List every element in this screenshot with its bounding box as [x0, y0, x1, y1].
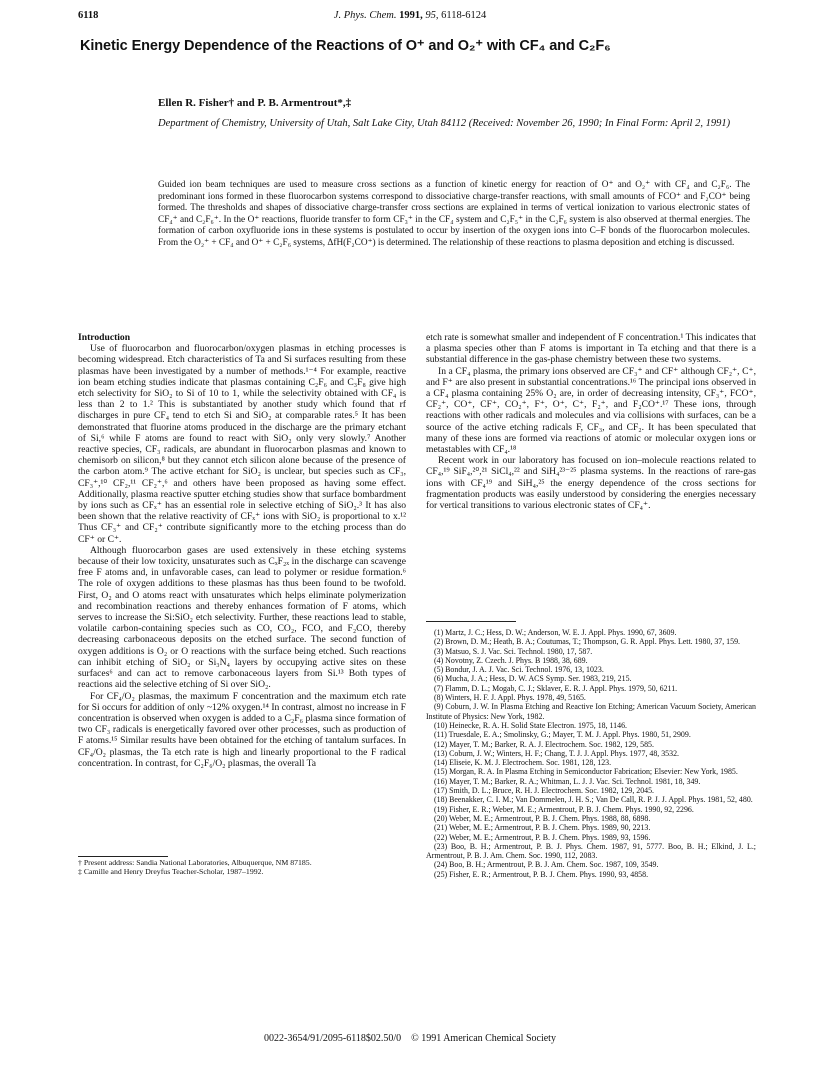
left-column	[78, 332, 406, 769]
article-authors: Ellen R. Fisher† and P. B. Armentrout*,‡	[158, 97, 352, 109]
reference-item: (21) Weber, M. E.; Armentrout, P. B. J. Chem. Phys. 1989, 90, 2213.	[434, 823, 651, 833]
article-affiliation: Department of Chemistry, University of Utah, Salt Lake City, Utah 84112 (Received: November 26, 1990; In Final Form: April 2, 1991)	[158, 118, 731, 129]
body-paragraph: Use of fluorocarbon and fluorocarbon/oxygen plasmas in etching processes is becoming widespread. Etch characteristics of Ta and Si surfaces resulting from these plasmas have been investigated by a number of methods.¹⁻⁴ For example, reactive ion beam etching studies indicate that plasmas containing C₂F₆ and C₃F₈ give high etch selectivity for SiO₂ to Si of 10 to 1, while the selectivity obtained with CF₄ is less than 2 to 1.² This is substantiated by another study which found that rf discharges in pure CF₄ tend to etch Si and SiO₂ at comparable rates.⁵ It has been demonstrated that fluorine atoms produced in the discharge are the primary etchant of Si,⁶ while F atoms are found to react with SiO₂ only very slowly.⁷ Another reactive species, CF₃ radicals, are abundant in fluorocarbon plasmas and known to chemisorb on silicon,⁸ but they cannot etch silicon alone because of the presence of the carbon atom.⁹ The active etchant for SiO₂ is unclear, but species such as CF₃, CF₃⁺,¹⁰ CF₂,¹¹ CF₂⁺,⁶ and others have been proposed as having some effect. Additionally, plasma reactive sputter etching studies show that surface bombardment by ions such as CFₓ⁺ has an essential role in selective etching of SiO₂.³ It has also been shown that the relative reactivity of CFₓ⁺ ions with SiO₂ is proportional to x.¹² Thus CF₃⁺ and CF₂⁺ contribute significantly more to the etching process than do CF⁺ or C⁺.	[78, 343, 406, 545]
body-paragraph: etch rate is somewhat smaller and independent of F concentration.¹ This indicates that a plasma species other than F atoms is important in Ta etching and that there is a substantial difference in the gas-phase chemistry between these two systems.	[426, 332, 756, 366]
page-footer	[78, 1033, 742, 1044]
reference-item: (5) Bondur, J. A. J. Vac. Sci. Technol. 1976, 13, 1023.	[434, 665, 604, 675]
abstract-text: Guided ion beam techniques are used to measure cross sections as a function of kinetic energy for reaction of O⁺ and O₂⁺ with CF₄ and C₂F₆. The predominant ions formed in these fluorocarbon systems correspond to dissociative charge-transfer reactions, with small amounts of FCO⁺ and F₂CO⁺ being formed. The thresholds and shapes of dissociative charge-transfer cross sections are explained in terms of vertical ionization to various electronic states of CF₄⁺ and C₂F₆⁺. In the O⁺ reactions, fluoride transfer to form CF₃⁺ in the CF₄ system and C₂F₅⁺ in the C₂F₆ system is also observed at thermal energies. The formation of carbon oxyfluoride ions in these systems is postulated to occur by insertion of the oxygen ions into C–F bonds of the fluorocarbon molecules. From the O₂⁺ + CF₄ and O⁺ + C₂F₆ systems, ΔfH(F₂CO⁺) is determined. The relationship of these reactions to plasma deposition and etching is discussed.	[158, 180, 750, 248]
reference-item: (25) Fisher, E. R.; Armentrout, P. B. J. Chem. Phys. 1990, 93, 4858.	[434, 869, 649, 879]
reference-item: (8) Winters, H. F. J. Appl. Phys. 1978, 49, 5165.	[434, 693, 586, 703]
reference-item: (16) Mayer, T. M.; Barker, R. A.; Whitman, L. J. J. Vac. Sci. Technol. 1981, 18, 349.	[434, 776, 701, 786]
body-paragraph: Although fluorocarbon gases are used extensively in these etching systems because of their low toxicity, unsaturates such as CₓF₂ₓ in the discharge can scavenge free F atoms and, in unfavorable cases, can lead to polymer or residue formation.⁶ The role of oxygen additions to these plasmas has thus been found to be twofold. First, O₂ and O atoms react with unsaturates which helps eliminate polymerization and recombination reactions and thereby enhances formation of F atoms, which serves to increase the Si:SiO₂ etch selectivity. Further, these reactions lead to stable, volatile carbon-containing species such as CO, CO₂, FCO, and F₂CO, thereby decreasing carbonaceous deposits on the etched surface. The second function of oxygen additions is O₂ or O reactions with the surface being etched. Such reactions can inhibit etching of SiO₂ or Si₃N₄ layers by occupying active sites on these surfaces⁶ and can act to remove carbonaceous layers from Si.¹³ Both types of reactions aid the selective etching of Si over SiO₂.	[78, 544, 406, 691]
running-head	[78, 10, 742, 24]
reference-item: (17) Smith, D. L.; Bruce, R. H. J. Electrochem. Soc. 1982, 129, 2045.	[434, 786, 655, 796]
reference-item: (13) Coburn, J. W.; Winters, H. F.; Chang, T. J. J. Appl. Phys. 1977, 48, 3532.	[434, 748, 679, 758]
right-column	[426, 332, 756, 511]
reference-item: (23) Boo, B. H.; Armentrout, P. B. J. Phys. Chem. 1987, 91, 5777. Boo, B. H.; Elkind, J. L.; Armentrout, P. B. J. Am. Chem. Soc. 1990, 112, 2083.	[426, 841, 756, 861]
reference-item: (22) Weber, M. E.; Armentrout, P. B. J. Chem. Phys. 1989, 93, 1596.	[434, 832, 651, 842]
page-number: 6118	[78, 10, 99, 21]
reference-item: (10) Heinecke, R. A. H. Solid State Electron. 1975, 18, 1146.	[434, 720, 627, 730]
journal-name: J. Phys. Chem.	[333, 10, 397, 21]
footnote: ‡ Camille and Henry Dreyfus Teacher-Scholar, 1987–1992.	[78, 867, 264, 877]
reference-item: (6) Mucha, J. A.; Hess, D. W. ACS Symp. Ser. 1983, 219, 215.	[434, 674, 632, 684]
reference-item: (14) Eliseie, K. M. J. Electrochem. Soc. 1981, 128, 123.	[434, 758, 612, 768]
copyright-notice: © 1991 American Chemical Society	[411, 1033, 556, 1044]
journal-volume: 95,	[425, 10, 439, 21]
reference-item: (15) Morgan, R. A. In Plasma Etching in Semiconductor Fabrication; Elsevier: New York, 1985.	[434, 767, 738, 777]
reference-item: (24) Boo, B. H.; Armentrout, P. B. J. Am. Chem. Soc. 1987, 109, 3549.	[434, 860, 659, 870]
reference-item: (3) Matsuo, S. J. Vac. Sci. Technol. 1980, 17, 587.	[434, 646, 593, 656]
reference-item: (11) Truesdale, E. A.; Smolinsky, G.; Mayer, T. M. J. Appl. Phys. 1980, 51, 2909.	[434, 730, 691, 740]
body-paragraph: Recent work in our laboratory has focused on ion–molecule reactions related to CF₄,¹⁹ SiF₄,²⁰,²¹ SiCl₄,²² and SiH₄²³⁻²⁵ plasma systems. In the reactions of rare-gas ions with CF₄¹⁹ and SiH₄,²⁵ the energy dependence of the cross sections for fragmentation products was easily understood by considering the energies necessary for vertical transitions to various electronic states of CF₄⁺.	[426, 455, 756, 512]
journal-pages: 6118-6124	[441, 10, 487, 21]
body-paragraph: For CF₄/O₂ plasmas, the maximum F concentration and the maximum etch rate for Si occurs for addition of only ~12% oxygen.¹⁴ In contrast, almost no increase in F concentration is observed when oxygen is added to a C₂F₆ plasma since formation of two CF₃ radicals is energetically favored over other processes, such as production of F atoms.¹⁵ Similar results have been obtained for the etching of tantalum surfaces. In CF₄/O₂ plasmas, the Ta etch rate is high and linearly proportional to the F radical concentration. In contrast, for C₂F₆/O₂ plasmas, the overall Ta	[78, 690, 406, 769]
body-paragraph: In a CF₄ plasma, the primary ions observed are CF₃⁺ and CF⁺ although CF₂⁺, C⁺, and F⁺ are also present in substantial concentrations.¹⁶ The principal ions observed in a CF₄ plasma containing 25% O₂ are, in order of decreasing intensity, CF₃⁺, FCO⁺, CF₂⁺, CO⁺, CF⁺, CO₂⁺, F⁺, O⁺, C⁺, F₂⁺, and F₂CO⁺.¹⁷ These ions, through reactions with other radicals and molecules and via collisions with surfaces, can be a source of the active etching radicals F, CF₃, and CF₂. It has been speculated that many of these ions are formed via reactions of atomic or molecular oxygen ions or metastables with CF₄.¹⁸	[426, 365, 756, 456]
reference-item: (1) Martz, J. C.; Hess, D. W.; Anderson, W. E. J. Appl. Phys. 1990, 67, 3609.	[434, 628, 677, 637]
footnote-rule	[78, 856, 168, 857]
article-title: Kinetic Energy Dependence of the Reactions of O⁺ and O₂⁺ with CF₄ and C₂F₆	[80, 38, 611, 54]
reference-item: (9) Coburn, J. W. In Plasma Etching and Reactive Ion Etching; American Vacuum Society, American Institute of Physics: New York, 1982.	[426, 702, 756, 721]
journal-citation	[78, 10, 742, 21]
article-code: 0022-3654/91/2095-6118$02.50/0	[264, 1033, 402, 1044]
reference-item: (12) Mayer, T. M.; Barker, R. A. J. Electrochem. Soc. 1982, 129, 585.	[434, 739, 654, 749]
footnote: † Present address: Sandia National Laboratories, Albuquerque, NM 87185.	[78, 858, 312, 867]
reference-item: (4) Novotny, Z. Czech. J. Phys. B 1988, 38, 689.	[434, 655, 588, 665]
abstract	[158, 180, 750, 250]
reference-item: (7) Flamm, D. L.; Mogab, C. J.; Sklaver, E. R. J. Appl. Phys. 1979, 50, 6211.	[434, 683, 678, 693]
reference-item: (19) Fisher, E. R.; Weber, M. E.; Armentrout, P. B. J. Chem. Phys. 1990, 92, 2296.	[434, 804, 694, 814]
reference-item: (20) Weber, M. E.; Armentrout, P. B. J. Chem. Phys. 1988, 88, 6898.	[434, 813, 651, 823]
reference-item: (18) Beenakker, C. I. M.; Van Dommelen, J. H. S.; Van De Call, R. P. J. J. Appl. Phys. 1981, 52, 480.	[434, 795, 753, 805]
references-rule	[426, 621, 516, 622]
reference-list	[426, 628, 756, 879]
journal-year: 1991,	[399, 10, 423, 21]
reference-item: (2) Brown, D. M.; Heath, B. A.; Coutumas, T.; Thompson, G. R. Appl. Phys. Lett. 1980, 37, 159.	[434, 637, 740, 647]
section-heading-introduction: Introduction	[78, 332, 131, 343]
footnotes	[78, 858, 406, 876]
